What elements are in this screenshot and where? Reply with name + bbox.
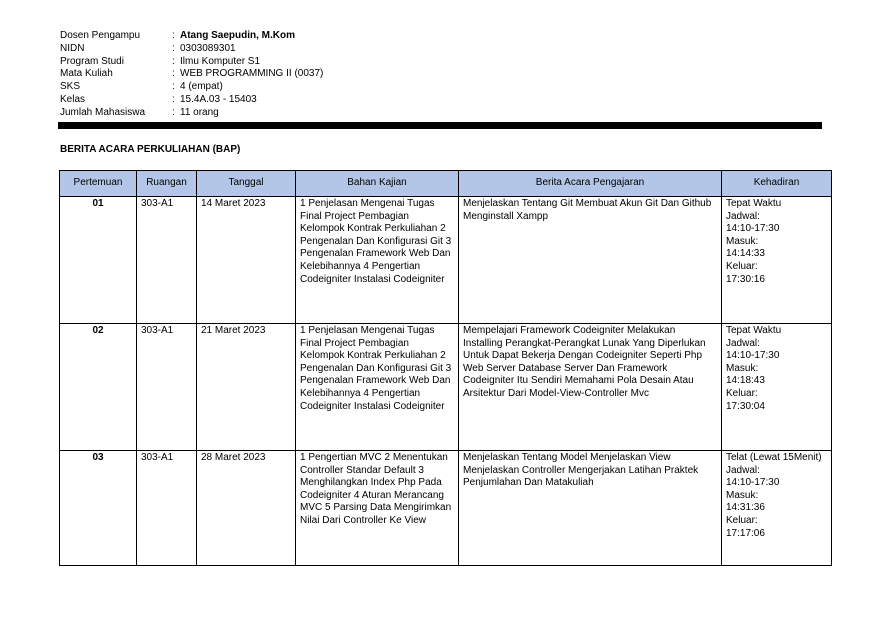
info-label: Kelas: [60, 93, 86, 105]
header-kehadiran: Kehadiran: [722, 171, 832, 197]
info-value: 0303089301: [180, 42, 236, 54]
info-separator: :: [172, 68, 175, 80]
info-row-jumlah-mahasiswa: [60, 107, 323, 120]
cell-berita-acara: Mempelajari Framework Codeigniter Melakukan Installing Perangkat-Perangkat Lunak Yang Diperlukan Untuk Dapat Bekerja Dengan Codeigniter Seperti Php Web Server Database Server Dan Framework Codeigniter Itu Sendiri Memahami Pola Desain Atau Arsitektur Dari Model-View-Controller Mvc: [459, 324, 722, 451]
cell-pertemuan: 02: [60, 324, 137, 451]
info-separator: :: [172, 55, 175, 67]
info-value: Ilmu Komputer S1: [180, 55, 261, 67]
header-ruangan: Ruangan: [137, 171, 197, 197]
info-separator: :: [172, 30, 175, 41]
cell-pertemuan: 03: [60, 451, 137, 566]
info-label: NIDN: [60, 42, 85, 54]
cell-pertemuan: 01: [60, 197, 137, 324]
info-value: Atang Saepudin, M.Kom: [180, 30, 295, 41]
info-label: Mata Kuliah: [60, 68, 113, 80]
info-row-nidn: [60, 43, 323, 56]
kehadiran-keluar-label: Keluar:: [726, 387, 758, 399]
course-info: [60, 30, 323, 120]
info-separator: :: [172, 42, 175, 54]
bap-table: [59, 170, 832, 566]
info-label: Dosen Pengampu: [60, 30, 141, 41]
info-value: 11 orang: [180, 106, 219, 118]
kehadiran-keluar: 17:30:16: [726, 273, 765, 285]
info-label: SKS: [60, 81, 81, 93]
cell-bahan-kajian: 1 Pengertian MVC 2 Menentukan Controller Standar Default 3 Menghilangkan Index Php Pada Codeigniter 4 Aturan Merancang MVC 5 Parsing Data Mengirimkan Nilai Dari Controller Ke View: [296, 451, 459, 566]
cell-tanggal: 21 Maret 2023: [197, 324, 296, 451]
info-separator: :: [172, 81, 175, 93]
kehadiran-keluar: 17:17:06: [726, 527, 765, 539]
kehadiran-masuk-label: Masuk:: [726, 489, 759, 501]
cell-ruangan: 303-A1: [137, 451, 197, 566]
info-label: Jumlah Mahasiswa: [60, 106, 146, 118]
kehadiran-status: Tepat Waktu: [726, 198, 782, 209]
info-value: 15.4A.03 - 15403: [180, 93, 257, 105]
header-tanggal: Tanggal: [197, 171, 296, 197]
cell-ruangan: 303-A1: [137, 324, 197, 451]
kehadiran-jadwal-label: Jadwal:: [726, 210, 760, 222]
cell-ruangan: 303-A1: [137, 197, 197, 324]
info-value: 4 (empat): [180, 81, 223, 93]
kehadiran-jadwal: 14:10-17:30: [726, 350, 780, 362]
kehadiran-masuk: 14:31:36: [726, 502, 765, 514]
cell-tanggal: 28 Maret 2023: [197, 451, 296, 566]
cell-berita-acara: Menjelaskan Tentang Model Menjelaskan View Menjelaskan Controller Mengerjakan Latihan Praktek Penjumlahan Dan Matakuliah: [459, 451, 722, 566]
info-row-kelas: [60, 94, 323, 107]
kehadiran-keluar: 17:30:04: [726, 400, 765, 412]
kehadiran-keluar-label: Keluar:: [726, 260, 758, 272]
info-label: Program Studi: [60, 55, 124, 67]
info-value: WEB PROGRAMMING II (0037): [180, 68, 324, 80]
header-bahan-kajian: Bahan Kajian: [296, 171, 459, 197]
kehadiran-masuk-label: Masuk:: [726, 362, 759, 374]
info-separator: :: [172, 93, 175, 105]
info-row-dosen: [60, 30, 323, 43]
table-row: [60, 197, 832, 324]
info-row-sks: [60, 81, 323, 94]
kehadiran-jadwal: 14:10-17:30: [726, 477, 780, 489]
kehadiran-jadwal-label: Jadwal:: [726, 464, 760, 476]
info-separator: :: [172, 106, 175, 118]
section-title: BERITA ACARA PERKULIAHAN (BAP): [60, 144, 241, 155]
kehadiran-status: Telat (Lewat 15Menit): [726, 452, 822, 463]
kehadiran-jadwal-label: Jadwal:: [726, 337, 760, 349]
table-row: [60, 324, 832, 451]
kehadiran-masuk: 14:14:33: [726, 248, 765, 260]
cell-kehadiran: [722, 197, 832, 324]
cell-kehadiran: [722, 324, 832, 451]
kehadiran-jadwal: 14:10-17:30: [726, 223, 780, 235]
info-row-program-studi: [60, 56, 323, 69]
table-row: [60, 451, 832, 566]
cell-bahan-kajian: 1 Penjelasan Mengenai Tugas Final Project Pembagian Kelompok Kontrak Perkuliahan 2 Pengenalan Dan Konfigurasi Git 3 Pengenalan Framework Web Dan Kelebihannya 4 Pengertian Codeigniter Instalasi Codeigniter: [296, 197, 459, 324]
header-berita-acara: Berita Acara Pengajaran: [459, 171, 722, 197]
cell-kehadiran: [722, 451, 832, 566]
table-header-row: [60, 171, 832, 197]
cell-tanggal: 14 Maret 2023: [197, 197, 296, 324]
info-row-mata-kuliah: [60, 68, 323, 81]
header-divider: [58, 122, 822, 129]
kehadiran-masuk: 14:18:43: [726, 375, 765, 387]
kehadiran-keluar-label: Keluar:: [726, 514, 758, 526]
kehadiran-status: Tepat Waktu: [726, 325, 782, 336]
header-pertemuan: Pertemuan: [60, 171, 137, 197]
cell-bahan-kajian: 1 Penjelasan Mengenai Tugas Final Project Pembagian Kelompok Kontrak Perkuliahan 2 Pengenalan Dan Konfigurasi Git 3 Pengenalan Framework Web Dan Kelebihannya 4 Pengertian Codeigniter Instalasi Codeigniter: [296, 324, 459, 451]
kehadiran-masuk-label: Masuk:: [726, 235, 759, 247]
cell-berita-acara: Menjelaskan Tentang Git Membuat Akun Git Dan Github Menginstall Xampp: [459, 197, 722, 324]
